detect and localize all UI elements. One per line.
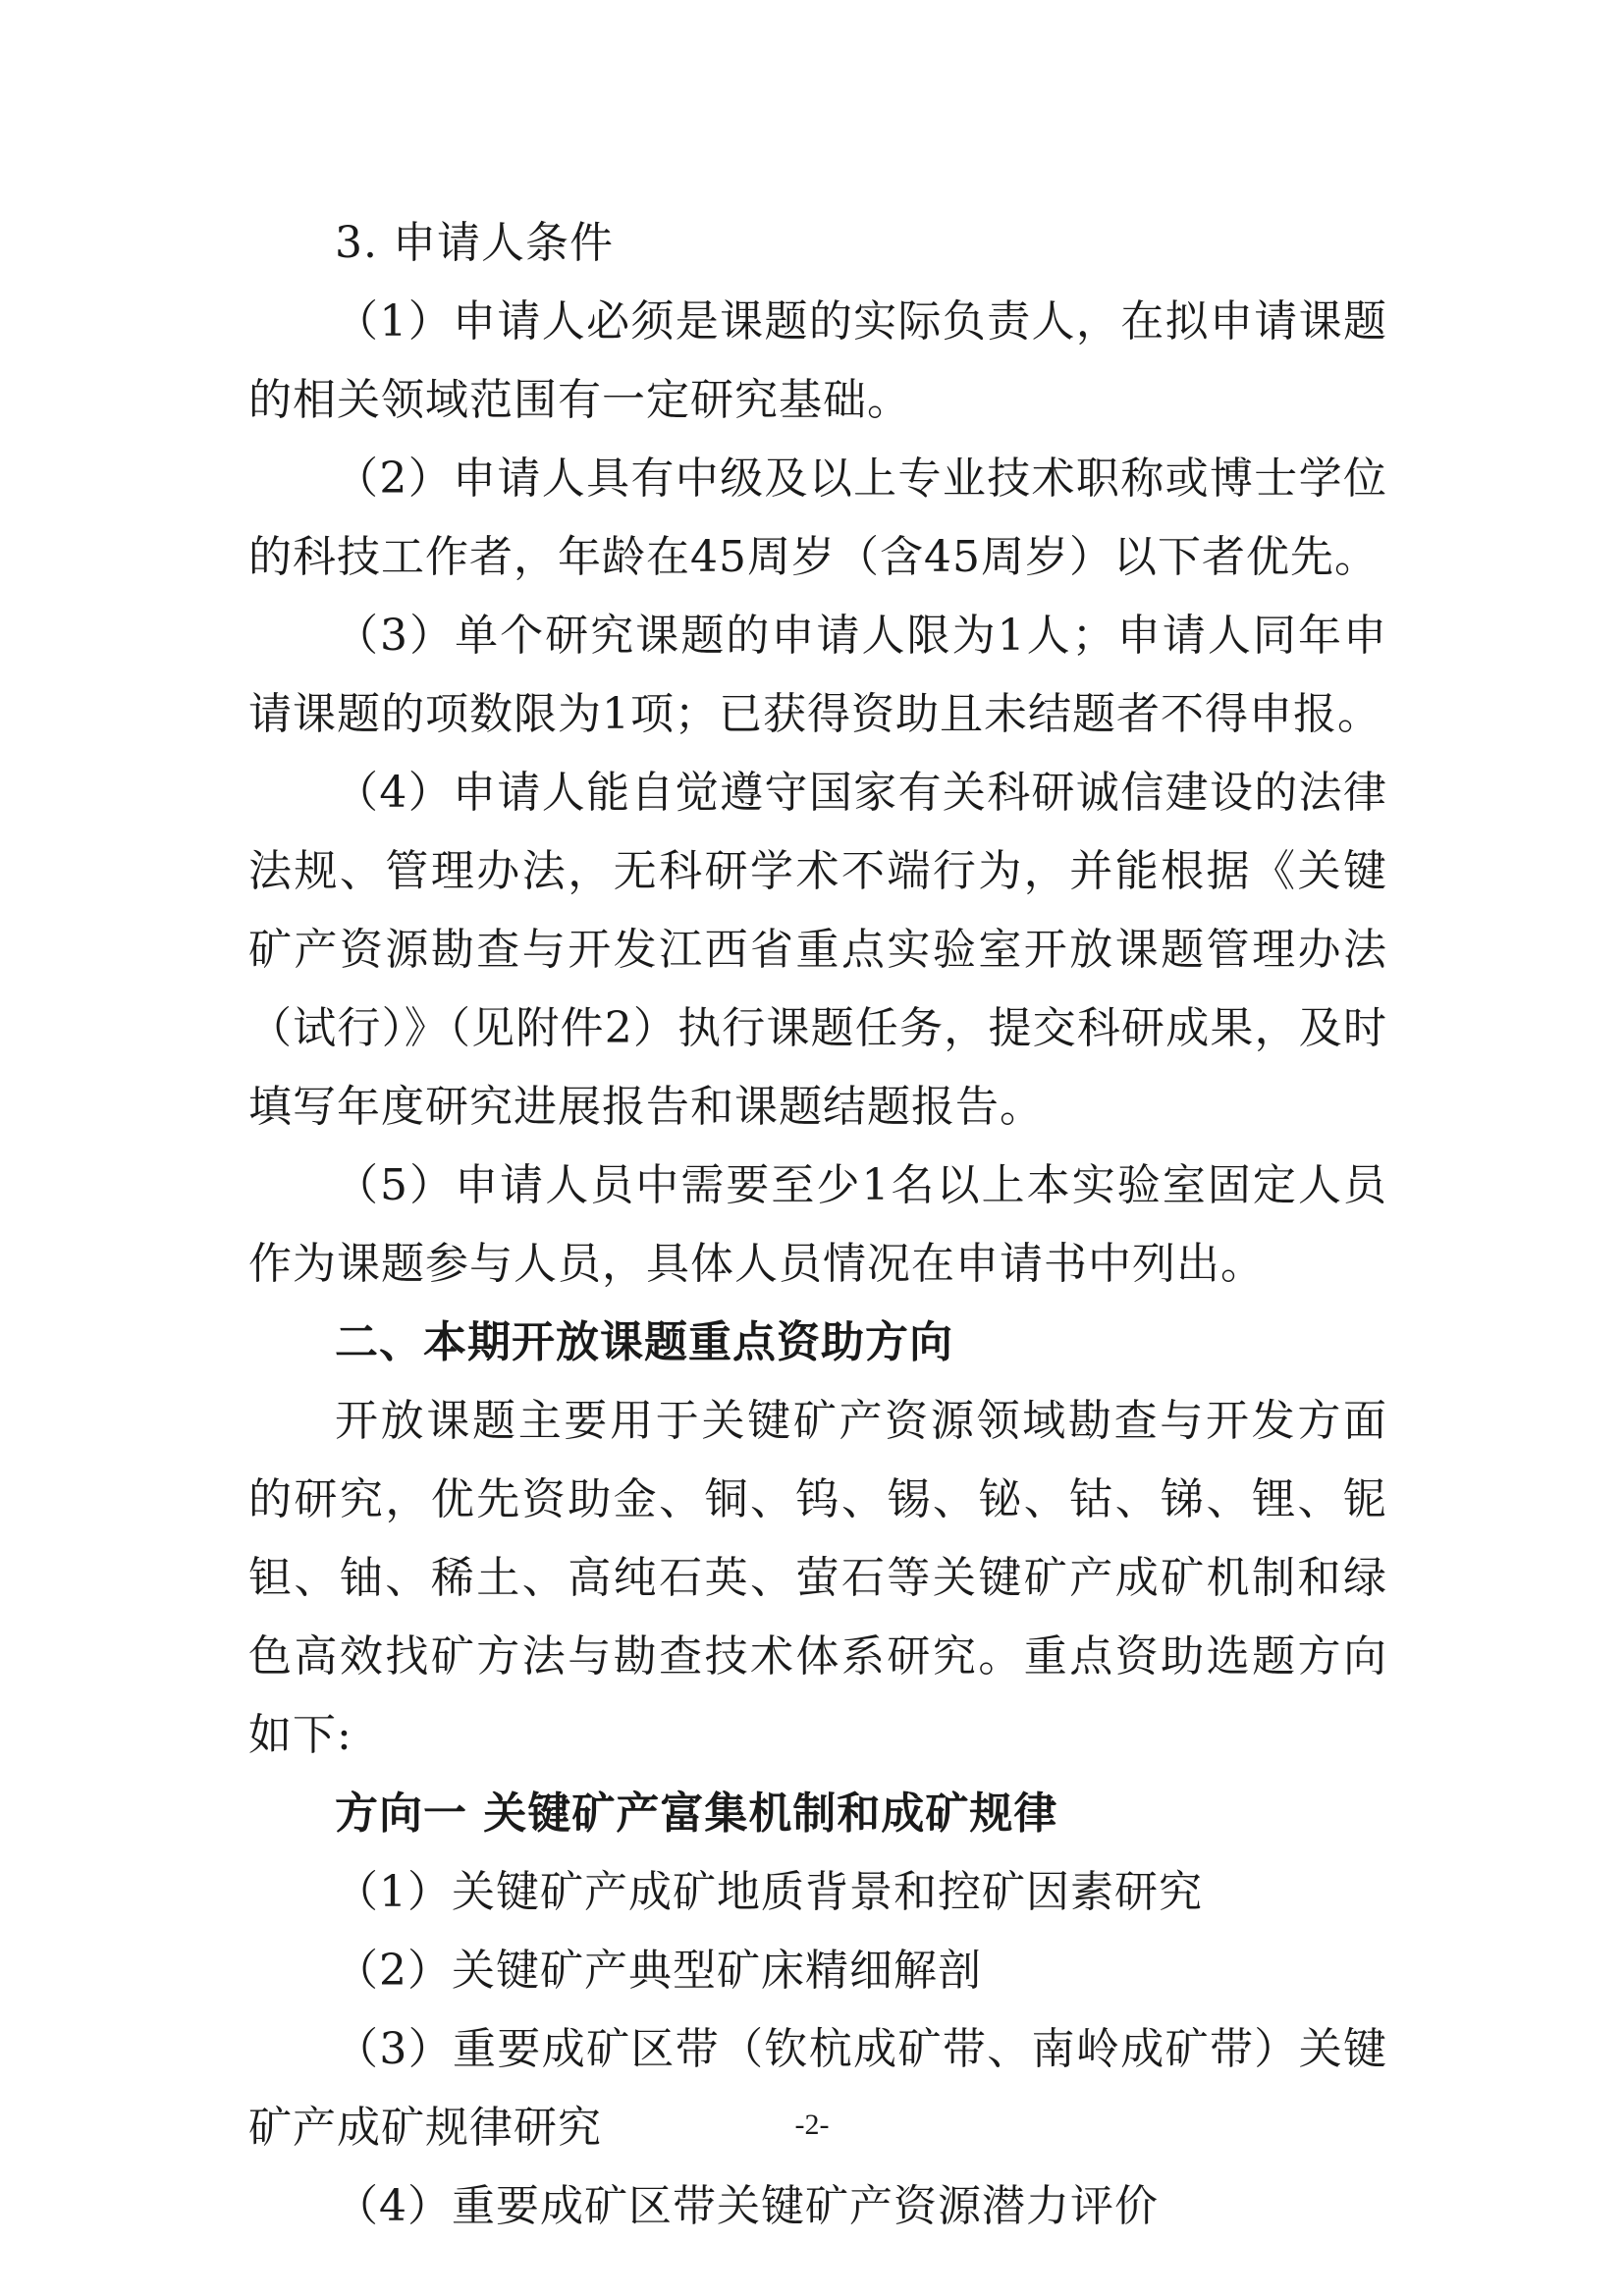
- body-text: [248, 204, 1387, 2246]
- section-3-title: 3. 申请人条件: [335, 218, 614, 268]
- condition-2: （2）申请人具有中级及以上专业技术职称或博士学位的科技工作者，年龄在45周岁（含45周岁）以下者优先。: [248, 454, 1387, 582]
- condition-4: （4）申请人能自觉遵守国家有关科研诚信建设的法律法规、管理办法，无科研学术不端行为，并能根据《关键矿产资源勘查与开发江西省重点实验室开放课题管理办法（试行）》（见附件2）执行课题任务，提交科研成果，及时填写年度研究进展报告和课题结题报告。: [248, 768, 1387, 1132]
- direction-1-heading: 方向一 关键矿产富集机制和成矿规律: [335, 1789, 1058, 1839]
- page-number: -2-: [794, 2109, 830, 2141]
- section-2-intro: 开放课题主要用于关键矿产资源领域勘查与开发方面的研究，优先资助金、铜、钨、锡、铋、钴、锑、锂、铌钽、铀、稀土、高纯石英、萤石等关键矿产成矿机制和绿色高效找矿方法与勘查技术体系研究。重点资助选题方向如下:: [248, 1396, 1387, 1760]
- condition-1: （1）申请人必须是课题的实际负责人，在拟申请课题的相关领域范围有一定研究基础。: [248, 296, 1387, 425]
- direction-1-item-4: （4）重要成矿区带关键矿产资源潜力评价: [335, 2181, 1159, 2231]
- section-2-heading: 二、本期开放课题重点资助方向: [335, 1317, 953, 1367]
- direction-1-item-2: （2）关键矿产典型矿床精细解剖: [335, 1946, 982, 1996]
- condition-5: （5）申请人员中需要至少1名以上本实验室固定人员作为课题参与人员，具体人员情况在申请书中列出。: [248, 1160, 1387, 1289]
- direction-1-item-1: （1）关键矿产成矿地质背景和控矿因素研究: [335, 1867, 1203, 1917]
- direction-1-item-3: （3）重要成矿区带（钦杭成矿带、南岭成矿带）关键矿产成矿规律研究: [248, 2024, 1387, 2153]
- condition-3: （3）单个研究课题的申请人限为1人；申请人同年申请课题的项数限为1项；已获得资助且未结题者不得申报。: [248, 611, 1387, 739]
